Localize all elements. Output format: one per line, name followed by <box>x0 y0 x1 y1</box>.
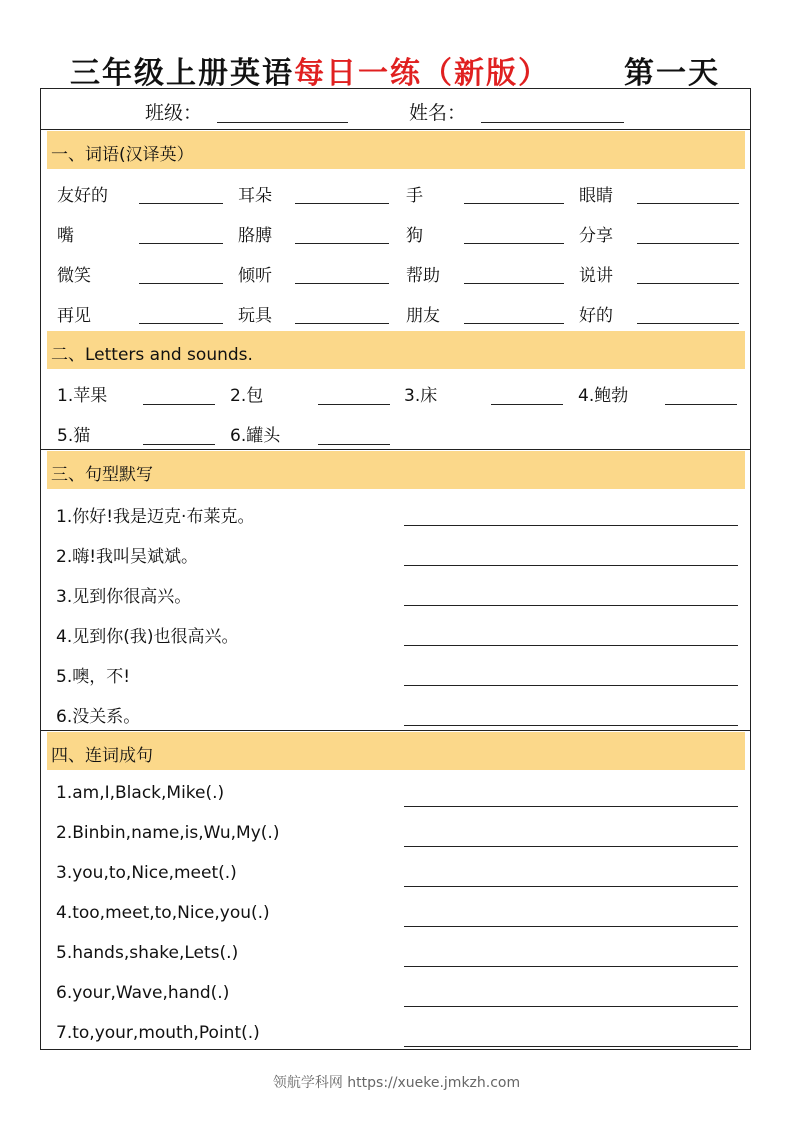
section-title: 四、连词成句 <box>51 746 153 766</box>
word-order-answer-line[interactable] <box>404 806 738 807</box>
vocab-word: 友好的 <box>57 186 108 206</box>
word-order-answer-line[interactable] <box>404 1046 738 1047</box>
vocab-answer-line[interactable] <box>464 203 564 204</box>
dictation-answer-line[interactable] <box>404 525 738 526</box>
vocab-answer-line[interactable] <box>464 283 564 284</box>
vocab-word: 再见 <box>57 306 91 326</box>
word-order-prompt: 4.too,meet,to,Nice,you(.) <box>56 903 270 923</box>
dictation-sentence: 1.你好!我是迈克·布莱克。 <box>56 507 255 527</box>
vocab-word: 胳膊 <box>238 226 272 246</box>
vocab-word: 手 <box>406 186 423 206</box>
worksheet-title <box>0 44 793 91</box>
vocab-answer-line[interactable] <box>637 283 739 284</box>
dictation-answer-line[interactable] <box>404 645 738 646</box>
section-title: 二、Letters and sounds. <box>51 345 253 365</box>
word-order-prompt: 3.you,to,Nice,meet(.) <box>56 863 237 883</box>
dictation-sentence: 3.见到你很高兴。 <box>56 587 192 607</box>
vocab-answer-line[interactable] <box>295 283 389 284</box>
footer-source: 领航学科网 https://xueke.jmkzh.com <box>272 1075 521 1091</box>
dictation-sentence: 4.见到你(我)也很高兴。 <box>56 627 239 647</box>
vocab-word: 好的 <box>579 306 613 326</box>
word-order-prompt: 5.hands,shake,Lets(.) <box>56 943 239 963</box>
section-letters-sounds <box>41 329 750 449</box>
class-answer-line[interactable] <box>217 122 348 123</box>
dictation-answer-line[interactable] <box>404 685 738 686</box>
vocab-answer-line[interactable] <box>637 323 739 324</box>
worksheet-frame <box>40 88 751 1050</box>
vocab-answer-line[interactable] <box>295 323 389 324</box>
section-word-order-header <box>47 732 745 770</box>
vocab-word: 眼睛 <box>579 186 613 206</box>
section-title: 一、词语(汉译英） <box>51 145 194 165</box>
vocab-answer-line[interactable] <box>139 323 223 324</box>
letters-answer-line[interactable] <box>318 404 390 405</box>
vocab-word: 耳朵 <box>238 186 272 206</box>
section-title: 三、句型默写 <box>51 465 153 485</box>
letters-item: 2.包 <box>230 386 264 406</box>
name-answer-line[interactable] <box>481 122 624 123</box>
word-order-answer-line[interactable] <box>404 926 738 927</box>
section-word-order <box>41 730 750 1051</box>
letters-item: 6.罐头 <box>230 426 281 446</box>
vocab-answer-line[interactable] <box>464 323 564 324</box>
vocab-answer-line[interactable] <box>139 243 223 244</box>
word-order-prompt: 7.to,your,mouth,Point(.) <box>56 1023 260 1043</box>
vocab-answer-line[interactable] <box>139 203 223 204</box>
vocab-answer-line[interactable] <box>637 243 739 244</box>
letters-item: 3.床 <box>404 386 438 406</box>
day-label: 第一天 <box>624 56 720 91</box>
letters-answer-line[interactable] <box>143 444 215 445</box>
vocab-word: 倾听 <box>238 266 272 286</box>
section-dictation-header <box>47 451 745 489</box>
letters-item: 4.鲍勃 <box>578 386 629 406</box>
class-label: 班级： <box>145 102 203 124</box>
dictation-answer-line[interactable] <box>404 725 738 726</box>
word-order-answer-line[interactable] <box>404 846 738 847</box>
letters-item: 1.苹果 <box>57 386 108 406</box>
vocab-word: 分享 <box>579 226 613 246</box>
student-info-row <box>41 89 750 130</box>
word-order-answer-line[interactable] <box>404 886 738 887</box>
section-vocabulary-header <box>47 131 745 169</box>
vocab-word: 微笑 <box>57 266 91 286</box>
dictation-sentence: 2.嗨!我叫吴斌斌。 <box>56 547 199 567</box>
title-text <box>70 48 550 92</box>
vocab-answer-line[interactable] <box>295 203 389 204</box>
vocab-word: 说讲 <box>579 266 613 286</box>
dictation-answer-line[interactable] <box>404 605 738 606</box>
vocab-word: 玩具 <box>238 306 272 326</box>
vocab-answer-line[interactable] <box>139 283 223 284</box>
letters-answer-line[interactable] <box>491 404 563 405</box>
letters-answer-line[interactable] <box>318 444 390 445</box>
word-order-answer-line[interactable] <box>404 966 738 967</box>
dictation-sentence: 5.噢，不! <box>56 667 131 687</box>
word-order-prompt: 2.Binbin,name,is,Wu,My(.) <box>56 823 280 843</box>
dictation-answer-line[interactable] <box>404 565 738 566</box>
name-label: 姓名： <box>409 102 467 124</box>
vocab-answer-line[interactable] <box>637 203 739 204</box>
vocab-word: 朋友 <box>406 306 440 326</box>
vocab-answer-line[interactable] <box>464 243 564 244</box>
word-order-prompt: 6.your,Wave,hand(.) <box>56 983 230 1003</box>
vocab-word: 帮助 <box>406 266 440 286</box>
section-sentence-dictation <box>41 449 750 730</box>
dictation-sentence: 6.没关系。 <box>56 707 141 727</box>
word-order-answer-line[interactable] <box>404 1006 738 1007</box>
section-letters-header <box>47 331 745 369</box>
title-red: 每日一练（新版） <box>294 56 550 91</box>
vocab-word: 狗 <box>406 226 423 246</box>
letters-answer-line[interactable] <box>143 404 215 405</box>
letters-answer-line[interactable] <box>665 404 737 405</box>
letters-item: 5.猫 <box>57 426 91 446</box>
word-order-prompt: 1.am,I,Black,Mike(.) <box>56 783 225 803</box>
vocab-answer-line[interactable] <box>295 243 389 244</box>
title-black: 三年级上册英语 <box>70 56 294 91</box>
vocab-word: 嘴 <box>57 226 74 246</box>
